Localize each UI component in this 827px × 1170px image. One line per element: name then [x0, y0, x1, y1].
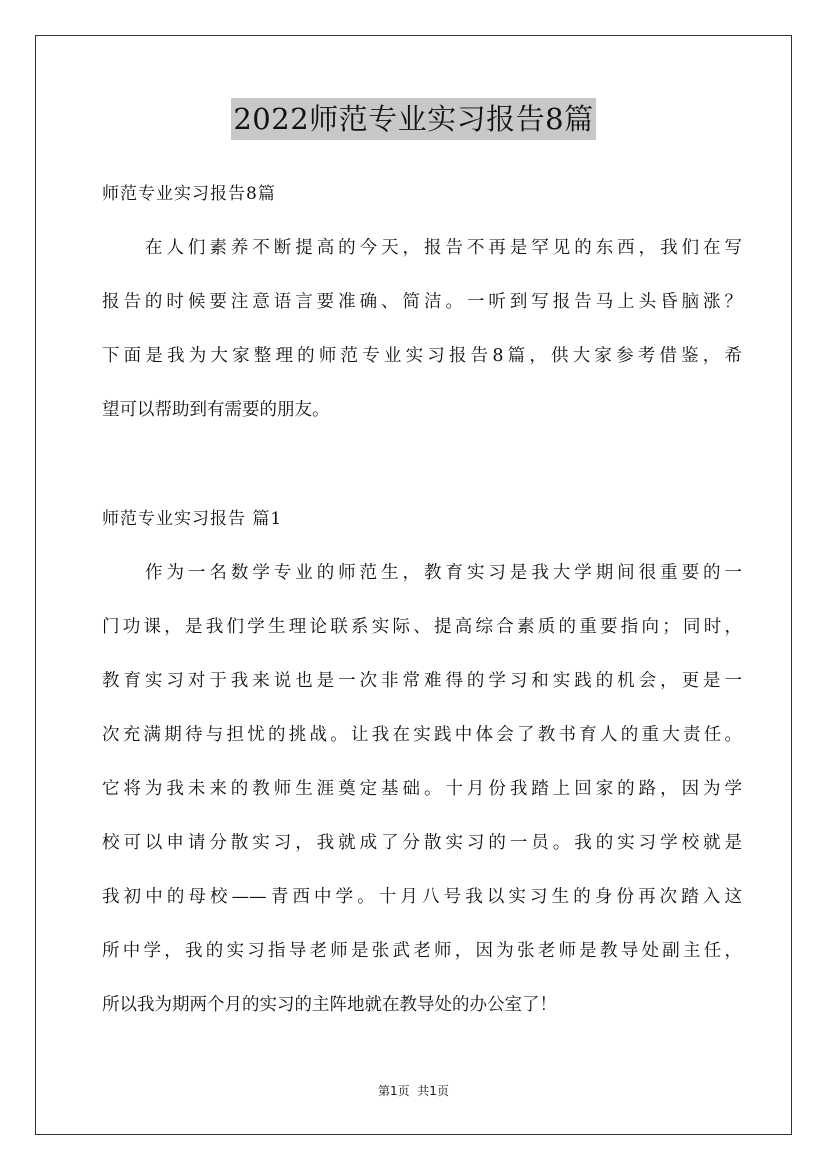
intro-line: 在人们素养不断提高的今天，报告不再是罕见的东西，我们在写 — [145, 238, 742, 258]
document-title-text: 2022师范专业实习报告8篇 — [231, 98, 595, 140]
page-footer: 第1页 共1页 — [378, 1084, 449, 1098]
intro-line: 望可以帮助到有需要的朋友。 — [102, 400, 330, 420]
section-line: 教育实习对于我来说也是一次非常难得的学习和实践的机会，更是一 — [102, 671, 742, 691]
document-subtitle: 师范专业实习报告8篇 — [102, 184, 276, 204]
section-line: 所中学，我的实习指导老师是张武老师，因为张老师是教导处副主任， — [102, 941, 742, 961]
section-line: 它将为我未来的教师生涯奠定基础。十月份我踏上回家的路，因为学 — [102, 779, 742, 799]
section-heading: 师范专业实习报告 篇1 — [102, 509, 283, 529]
intro-line: 下面是我为大家整理的师范专业实习报告8篇，供大家参考借鉴，希 — [102, 346, 742, 366]
section-line: 门功课，是我们学生理论联系实际、提高综合素质的重要指向；同时， — [102, 617, 742, 637]
section-line: 作为一名数学专业的师范生，教育实习是我大学期间很重要的一 — [145, 563, 742, 583]
section-line: 校可以申请分散实习，我就成了分散实习的一员。我的实习学校就是 — [102, 833, 742, 853]
section-line: 所以我为期两个月的实习的主阵地就在教导处的办公室了！ — [102, 995, 557, 1015]
intro-line: 报告的时候要注意语言要准确、简洁。一听到写报告马上头昏脑涨？ — [102, 292, 742, 312]
section-line: 我初中的母校——青西中学。十月八号我以实习生的身份再次踏入这 — [102, 887, 742, 907]
document-title — [0, 98, 827, 140]
section-line: 次充满期待与担忧的挑战。让我在实践中体会了教书育人的重大责任。 — [102, 725, 742, 745]
